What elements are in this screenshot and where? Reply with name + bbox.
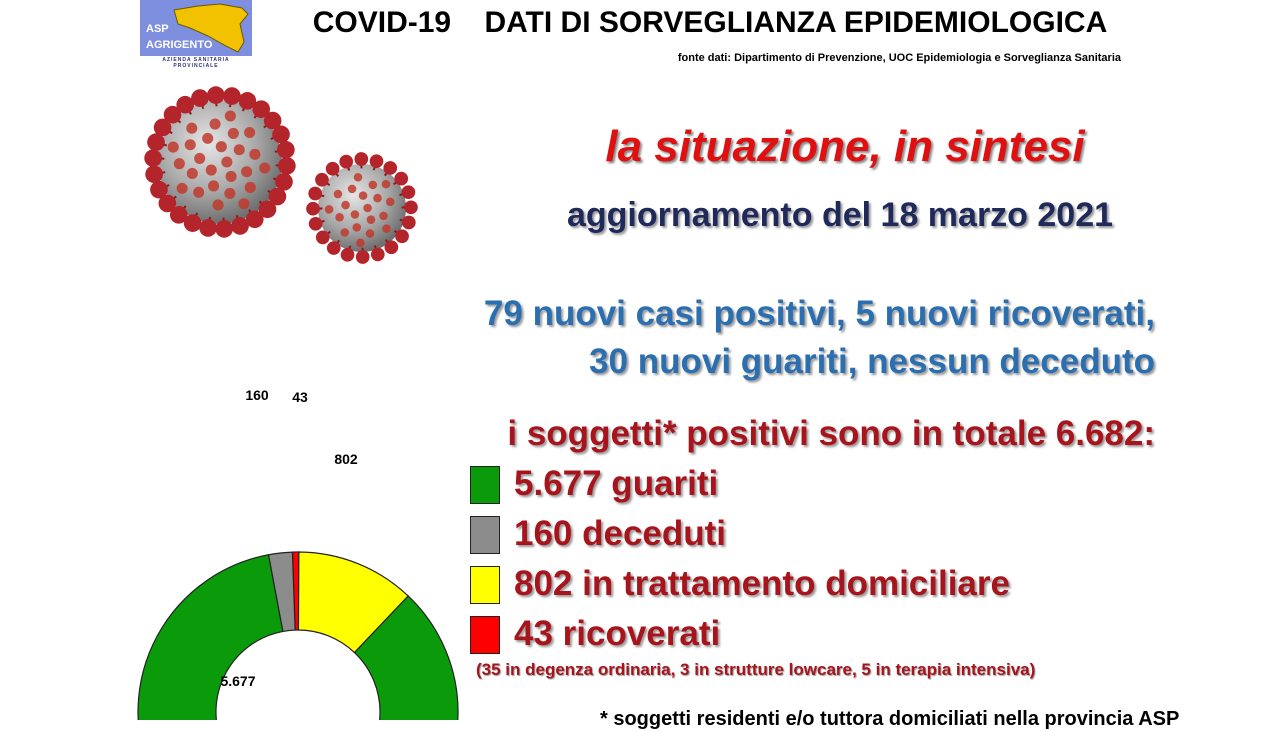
virus-spike [341, 248, 355, 262]
virus-surface-spike [359, 191, 368, 200]
virus-surface-spike [224, 188, 235, 199]
virus-surface-spike [210, 118, 221, 129]
virus-spike [404, 200, 418, 214]
daily-summary-line1: 79 nuovi casi positivi, 5 nuovi ricoverati, [430, 294, 1155, 334]
logo-line2: AGRIGENTO [146, 39, 212, 51]
label-guariti: 5.677 [220, 673, 255, 689]
virus-spike [315, 173, 329, 187]
virus-surface-spike [356, 238, 365, 247]
virus-surface-spike [238, 198, 249, 209]
legend-label: 802 in trattamento domiciliare [514, 564, 1010, 604]
virus-surface-spike [382, 180, 391, 189]
virus-spike [308, 187, 322, 201]
large-virus-icon [144, 86, 295, 237]
virus-spike [215, 220, 233, 238]
virus-surface-spike [185, 139, 196, 150]
virus-spike [150, 181, 168, 199]
virus-surface-spike [221, 156, 232, 167]
virus-surface-spike [341, 201, 350, 210]
virus-surface-spike [325, 205, 334, 214]
virus-spike [327, 241, 341, 255]
virus-spike [371, 248, 385, 262]
hospitalization-detail: (35 in degenza ordinaria, 3 in strutture lowcare, 5 in terapia intensiva) [476, 660, 1096, 680]
virus-surface-spike [194, 153, 205, 164]
virus-surface-spike [168, 142, 179, 153]
virus-surface-spike [249, 149, 260, 160]
virus-spike [272, 126, 290, 144]
virus-surface-spike [334, 190, 343, 199]
virus-spike [370, 154, 384, 168]
label-ricoverati: 43 [292, 389, 308, 405]
update-date: aggiornamento del 18 marzo 2021 [520, 196, 1160, 235]
virus-spike [309, 217, 323, 231]
virus-surface-spike [208, 180, 219, 191]
legend-label: 5.677 guariti [514, 464, 718, 504]
virus-spike [385, 240, 399, 254]
virus-surface-spike [187, 168, 198, 179]
virus-surface-spike [228, 128, 239, 139]
virus-surface-spike [241, 166, 252, 177]
headline: la situazione, in sintesi [560, 122, 1130, 172]
legend-label: 43 ricoverati [514, 614, 720, 654]
virus-spike [144, 149, 162, 167]
coronavirus-illustration [130, 80, 430, 275]
virus-surface-spike [379, 212, 388, 221]
virus-spike [402, 185, 416, 199]
virus-spike [191, 89, 209, 107]
virus-spike [402, 216, 416, 230]
small-virus-icon [306, 152, 418, 264]
virus-spike [395, 229, 409, 243]
footnote: * soggetti residenti e/o tuttora domiciliati nella provincia ASP [600, 708, 1160, 731]
logo-line1: ASP [146, 23, 169, 35]
virus-spike [394, 172, 408, 186]
donut-chart [130, 382, 470, 720]
virus-spike [316, 231, 330, 245]
virus-surface-spike [348, 185, 357, 194]
virus-surface-spike [244, 127, 255, 138]
virus-spike [277, 141, 295, 159]
virus-spike [199, 219, 217, 237]
virus-surface-spike [186, 123, 197, 134]
logo-line3: AZIENDA SANITARIA PROVINCIALE [140, 57, 252, 69]
virus-surface-spike [226, 171, 237, 182]
virus-spike [278, 157, 296, 175]
label-deceduti: 160 [245, 387, 269, 403]
virus-surface-spike [373, 194, 382, 203]
virus-surface-spike [367, 215, 376, 224]
virus-spike [145, 165, 163, 183]
legend-swatch [470, 616, 500, 654]
legend-swatch [470, 516, 500, 554]
virus-surface-spike [340, 228, 349, 237]
virus-surface-spike [174, 158, 185, 169]
header-title: COVID-19 DATI DI SORVEGLIANZA EPIDEMIOLOGICA [270, 6, 1150, 40]
virus-surface-spike [216, 141, 227, 152]
legend-swatch [470, 466, 500, 504]
virus-spike [223, 87, 241, 105]
virus-spike [383, 161, 397, 175]
virus-spike [231, 217, 249, 235]
virus-surface-spike [259, 162, 270, 173]
virus-surface-spike [245, 182, 256, 193]
virus-spike [207, 86, 225, 104]
virus-spike [339, 155, 353, 169]
virus-surface-spike [353, 223, 362, 232]
total-positive: i soggetti* positivi sono in totale 6.682: [440, 414, 1155, 454]
virus-surface-spike [206, 165, 217, 176]
virus-surface-spike [212, 199, 223, 210]
virus-surface-spike [225, 110, 236, 121]
virus-spike [356, 250, 370, 264]
virus-spike [326, 162, 340, 176]
legend-label: 160 deceduti [514, 514, 726, 554]
virus-surface-spike [234, 144, 245, 155]
virus-surface-spike [193, 187, 204, 198]
virus-surface-spike [335, 213, 344, 222]
virus-surface-spike [177, 183, 188, 194]
virus-surface-spike [351, 210, 360, 219]
virus-surface-spike [363, 204, 372, 213]
virus-surface-spike [369, 181, 378, 190]
header-source: fonte dati: Dipartimento di Prevenzione, UOC Epidemiologia e Sorveglianza Sanitaria [640, 52, 1121, 64]
asp-logo [140, 0, 252, 64]
legend-swatch [470, 566, 500, 604]
virus-spike [354, 152, 368, 166]
virus-surface-spike [366, 229, 375, 238]
virus-surface-spike [386, 198, 395, 207]
daily-summary-line2: 30 nuovi guariti, nessun deceduto [430, 342, 1155, 382]
label-domiciliare: 802 [334, 451, 358, 467]
virus-surface-spike [202, 133, 213, 144]
virus-surface-spike [382, 224, 391, 233]
virus-spike [306, 202, 320, 216]
virus-surface-spike [354, 173, 363, 182]
